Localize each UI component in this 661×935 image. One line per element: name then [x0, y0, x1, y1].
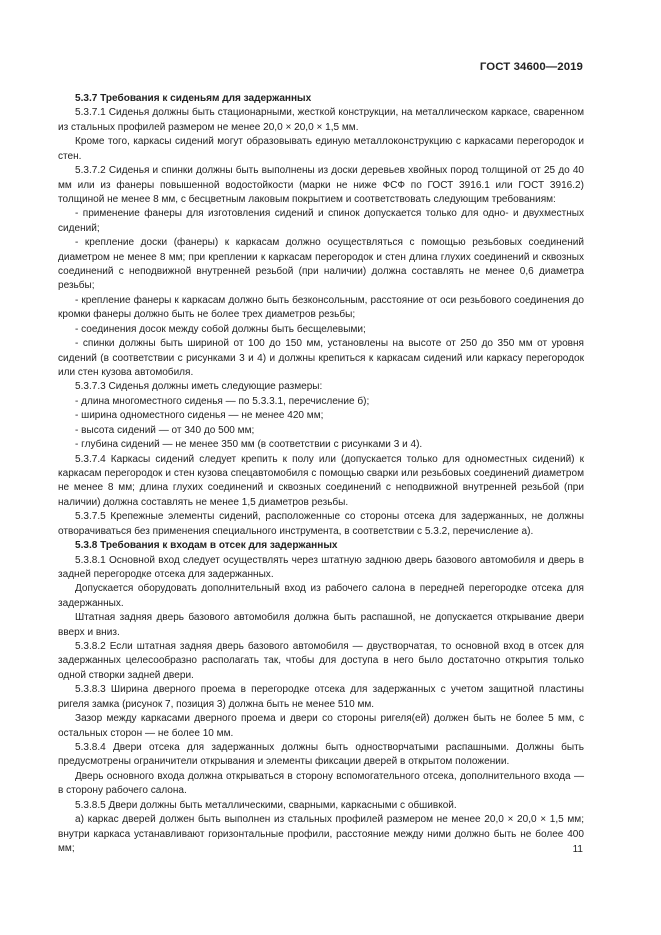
- paragraph: 5.3.8.1 Основной вход следует осуществлять через штатную заднюю дверь базового автомобиля и дверь в задней перегородке отсека для задержанных.: [58, 554, 584, 580]
- document-body: [58, 92, 584, 856]
- paragraph: 5.3.7.5 Крепежные элементы сидений, расположенные со стороны отсека для задержанных, не должны отворачиваться без применения специального инструмента, в соответствии с 5.3.2, перечисление а).: [58, 511, 584, 537]
- page-number: 11: [572, 844, 583, 855]
- paragraph: а) каркас дверей должен быть выполнен из стальных профилей размером не менее 20,0 × 20,0 × 1,5 мм; внутри каркаса устанавливают горизонтальные профили, расстояние между ними должно быть не более 400 мм;: [58, 814, 584, 854]
- list-item: - высота сидений — от 340 до 500 мм;: [75, 424, 255, 436]
- list-item: - соединения досок между собой должны быть бесщелевыми;: [75, 323, 366, 335]
- paragraph: Допускается оборудовать дополнительный вход из рабочего салона в передней перегородке отсека для задержанных.: [58, 583, 584, 609]
- list-item: - крепление доски (фанеры) к каркасам должно осуществляться с помощью резьбовых соединений диаметром не менее 8 мм; при креплении к каркасам перегородок и стен длина глухих соединений и сквозных соединений с неподвижной внутренней резьбой (при наличии) должна составлять не менее 0,6 диаметра резьбы;: [58, 237, 584, 292]
- list-item: - спинки должны быть шириной от 100 до 150 мм, установлены на высоте от 250 до 350 мм от уровня сидений (в соответствии с рисунками 3 и 4) и должны крепиться к каркасам сидений или каркасу перегородок или стен кузова автомобиля.: [58, 338, 584, 379]
- section-heading: 5.3.7 Требования к сиденьям для задержанных: [75, 93, 312, 104]
- paragraph: 5.3.8.2 Если штатная задняя дверь базового автомобиля — двустворчатая, то основной вход в отсек для задержанных целесообразно располагать так, чтобы для доступа в него было достаточно открытия только одной створки задней двери.: [58, 641, 584, 681]
- paragraph: Кроме того, каркасы сидений могут образовывать единую металлоконструкцию с каркасами перегородок и стен.: [58, 136, 584, 162]
- paragraph: 5.3.7.2 Сиденья и спинки должны быть выполнены из доски деревьев хвойных пород толщиной от 25 до 40 мм или из фанеры повышенной водостойкости (марки не ниже ФСФ по ГОСТ 3916.1 или ГОСТ 3916.2) толщиной не менее 8 мм, с бесцветным лаковым покрытием и соответствовать следующим требованиям:: [58, 165, 584, 205]
- paragraph: 5.3.8.5 Двери должны быть металлическими, сварными, каркасными с обшивкой.: [75, 799, 457, 811]
- list-item: - ширина одноместного сиденья — не менее 420 мм;: [75, 410, 324, 422]
- paragraph: 5.3.7.1 Сиденья должны быть стационарными, жесткой конструкции, на металлическом каркасе, сваренном из стальных профилей размером не менее 20,0 × 20,0 × 1,5 мм.: [58, 107, 584, 133]
- paragraph: 5.3.7.4 Каркасы сидений следует крепить к полу или (допускается только для одноместных сидений) к каркасам перегородок и стен кузова спецавтомобиля с помощью сварки или резьбовых соединений диаметром не менее 8 мм; длина глухих соединений и сквозных соединений с неподвижной внутренней резьбой (при наличии) должна составлять не менее 1,5 диаметров резьбы.: [58, 453, 584, 508]
- paragraph: Штатная задняя дверь базового автомобиля должна быть распашной, не допускается открывание двери вверх и вниз.: [58, 612, 584, 638]
- paragraph: 5.3.7.3 Сиденья должны иметь следующие размеры:: [75, 381, 323, 393]
- list-item: - крепление фанеры к каркасам должно быть безконсольным, расстояние от оси резьбового соединения до кромки фанеры должно быть не более трех диаметров резьбы;: [58, 294, 584, 321]
- section-heading: 5.3.8 Требования к входам в отсек для задержанных: [75, 540, 338, 552]
- paragraph: 5.3.8.4 Двери отсека для задержанных должны быть одностворчатыми распашными. Должны быть предусмотрены ограничители открывания и элементы фиксации дверей в открытом положении.: [58, 741, 584, 768]
- list-item: - применение фанеры для изготовления сидений и спинок допускается только для одно- и двухместных сидений;: [58, 208, 584, 234]
- list-item: - длина многоместного сиденья — по 5.3.3.1, перечисление б);: [75, 395, 370, 407]
- paragraph: 5.3.8.3 Ширина дверного проема в перегородке отсека для задержанных с учетом защитной пластины ригеля замка (рисунок 7, позиция 3) должна быть не менее 510 мм.: [58, 684, 584, 710]
- document-id: ГОСТ 34600—2019: [479, 61, 583, 73]
- paragraph: Зазор между каркасами дверного проема и двери со стороны ригеля(ей) должен быть не более 5 мм, с остальных сторон — не более 10 мм.: [58, 713, 584, 739]
- paragraph: Дверь основного входа должна открываться в сторону вспомогательного отсека, дополнительного входа — в сторону рабочего салона.: [58, 770, 584, 797]
- list-item: - глубина сидений — не менее 350 мм (в соответствии с рисунками 3 и 4).: [75, 439, 423, 451]
